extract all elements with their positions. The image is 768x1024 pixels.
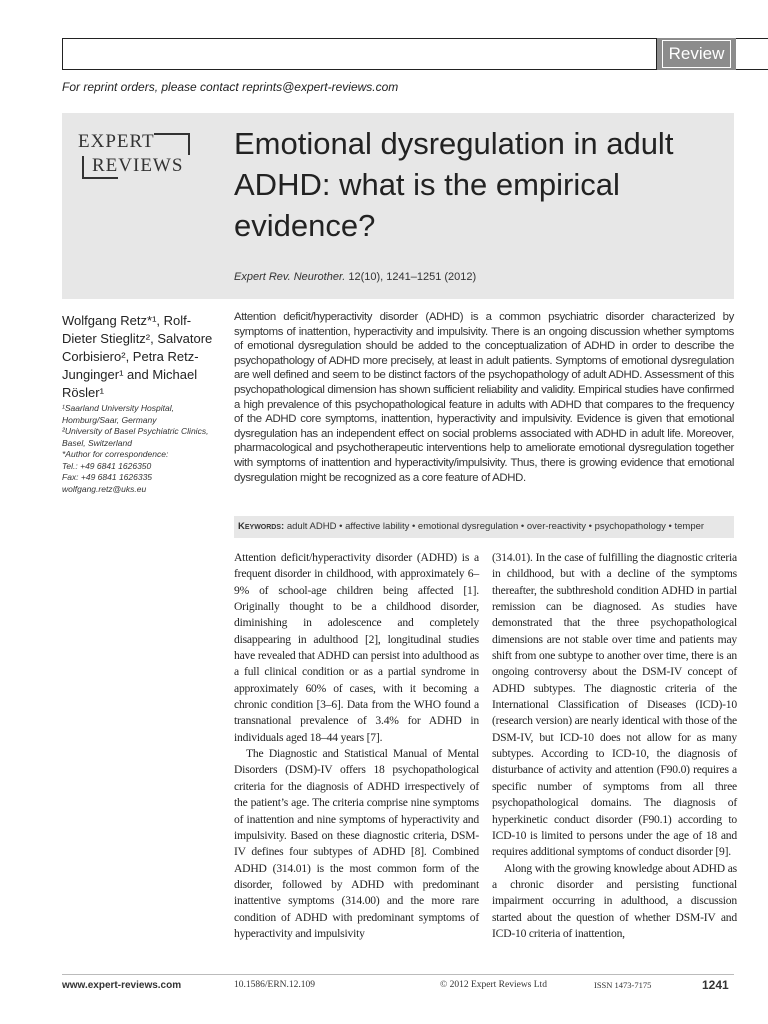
footer-rule <box>62 974 734 975</box>
article-type-tag <box>656 38 736 70</box>
logo-word-expert: EXPERT <box>78 131 155 152</box>
citation-volume: 12(10), 1241–1251 (2012) <box>345 271 477 283</box>
correspondence-label: *Author for correspondence: <box>62 449 169 459</box>
article-type-label: Review <box>662 40 732 68</box>
keywords-label: Keywords: <box>238 521 285 532</box>
correspondence-fax: Fax: +49 6841 1626335 <box>62 472 153 482</box>
body-paragraph: (314.01). In the case of fulfilling the diagnostic criteria in childhood, but with a decline of the symptoms thereafter, the subthreshold condition ADHD in partial remission can be diagnosed. As studies have demonstrated that the three psychopathological dimensions are not stable over time and patients may shift from one subtype to another over time, there is an ongoing controversy about the DSM-IV concept of ADHD subtypes. The diagnostic criteria of the International Classification of Diseases (ICD)-10 (research version) are nearly identical with those of the DSM-IV, but ICD-10 does not allow for as many subtypes. According to ICD-10, the diagnosis of disturbance of activity and attention (F90.0) requires a specific number of symptoms from all three psychopathological domains. The diagnosis of hyperkinetic conduct disorder (F90.1) according to ICD-10 is limited to persons under the age of 18 and requires additional symptoms of conduct disorder [9]. <box>492 551 737 859</box>
citation <box>234 271 476 283</box>
logo-rule <box>82 156 84 178</box>
logo-rule <box>188 133 190 155</box>
affiliation-line: ¹Saarland University Hospital, Homburg/Saar, Germany <box>62 403 174 425</box>
footer-doi: 10.1586/ERN.12.109 <box>234 980 316 990</box>
logo-word-reviews: REVIEWS <box>92 155 184 176</box>
footer-copyright: © 2012 Expert Reviews Ltd <box>440 980 547 990</box>
body-column-2 <box>492 550 737 942</box>
affiliation-line: ²University of Basel Psychiatric Clinics, Basel, Switzerland <box>62 426 209 448</box>
expert-reviews-logo <box>78 131 198 181</box>
keywords-bar <box>234 516 734 538</box>
body-paragraph: The Diagnostic and Statistical Manual of Mental Disorders (DSM)-IV offers 18 psychopathological criteria for the diagnosis of ADHD irrespectively of the patient’s age. The criteria comprise nine symptoms of inattention and nine symptoms of hyperactivity and impulsivity. Based on these diagnostic criteria, DSM-IV defines four subtypes of ADHD [8]. Combined ADHD (314.01) is the most common form of the disorder, followed by ADHD with predominant inattentive symptoms (314.00) and the more rare condition of ADHD with predominant symptoms of hyperactivity and impulsivity <box>234 747 479 940</box>
title-banner <box>62 113 734 299</box>
abstract: Attention deficit/hyperactivity disorder (ADHD) is a common psychiatric disorder characterized by symptoms of inattention, hyperactivity and impulsivity. There is an ongoing discussion whether symptoms of emotional dysregulation should be added to the conceptualization of ADHD in order to describe the psychopathology of ADHD more precisely, at least in adult patients. Symptoms of emotional dysregulation are well defined and seem to be distinct factors of the psychopathology of adult ADHD. Assessment of this psychopathological dimension has shown sufficient reliability and validity. Empirical studies have confirmed a high prevalence of this psychopathological feature in adults with ADHD that compares to the frequency of the ADHD core symptoms, inattention, hyperactivity and impulsivity. Evidence is given that emotional dysregulation has an independent effect on social problems associated with ADHD in adult life. Moreover, pharmacological and psychotherapeutic interventions help to ameliorate emotional dysregulation together with symptoms of inattention and hyperactivity/impulsivity. Thus, there is growing evidence that emotional dysregulation might be recognized as a core feature of ADHD. <box>234 311 734 484</box>
correspondence-email[interactable]: wolfgang.retz@uks.eu <box>62 483 147 494</box>
keywords-list: adult ADHD • affective lability • emotional dysregulation • over-reactivity • psychopathology • temper <box>286 521 705 532</box>
footer-issn: ISSN 1473-7175 <box>594 980 652 990</box>
footer-website[interactable]: www.expert-reviews.com <box>62 980 182 991</box>
page-number: 1241 <box>702 978 729 992</box>
affiliations <box>62 403 227 495</box>
author-list: Wolfgang Retz*¹, Rolf-Dieter Stieglitz², Salvatore Corbisiero², Petra Retz-Junginger¹ and Michael Rösler¹ <box>62 313 213 400</box>
correspondence-tel: Tel.: +49 6841 1626350 <box>62 460 152 471</box>
logo-rule <box>154 133 190 135</box>
body-paragraph: Along with the growing knowledge about ADHD as a chronic disorder and persisting functional impairment occurring in adulthood, a discussion started about the question of whether DSM-IV and ICD-10 criteria of inattention, <box>492 861 737 940</box>
logo-rule <box>82 177 118 179</box>
journal-name: Expert Rev. Neurother. <box>234 271 346 283</box>
body-paragraph: Attention deficit/hyperactivity disorder (ADHD) is a frequent disorder in childhood, with approximately 6–9% of school-age children being affected [1]. Originally thought to be a childhood disorder, diminishing in adolescence and completely disappearing in adulthood [2], longitudinal studies have revealed that ADHD can persist into adulthood as a full clinical condition or as a partial syndrome in approximately 60% of cases, with it becoming a chronic condition [3–6]. Data from the WHO found a transnational prevalence of 3.4% for ADHD in individuals aged 18–44 years [7]. <box>234 551 479 744</box>
body-column-1 <box>234 550 479 942</box>
reprint-notice: For reprint orders, please contact reprints@expert-reviews.com <box>62 80 399 94</box>
article-title: Emotional dysregulation in adult ADHD: what is the empirical evidence? <box>234 126 674 243</box>
